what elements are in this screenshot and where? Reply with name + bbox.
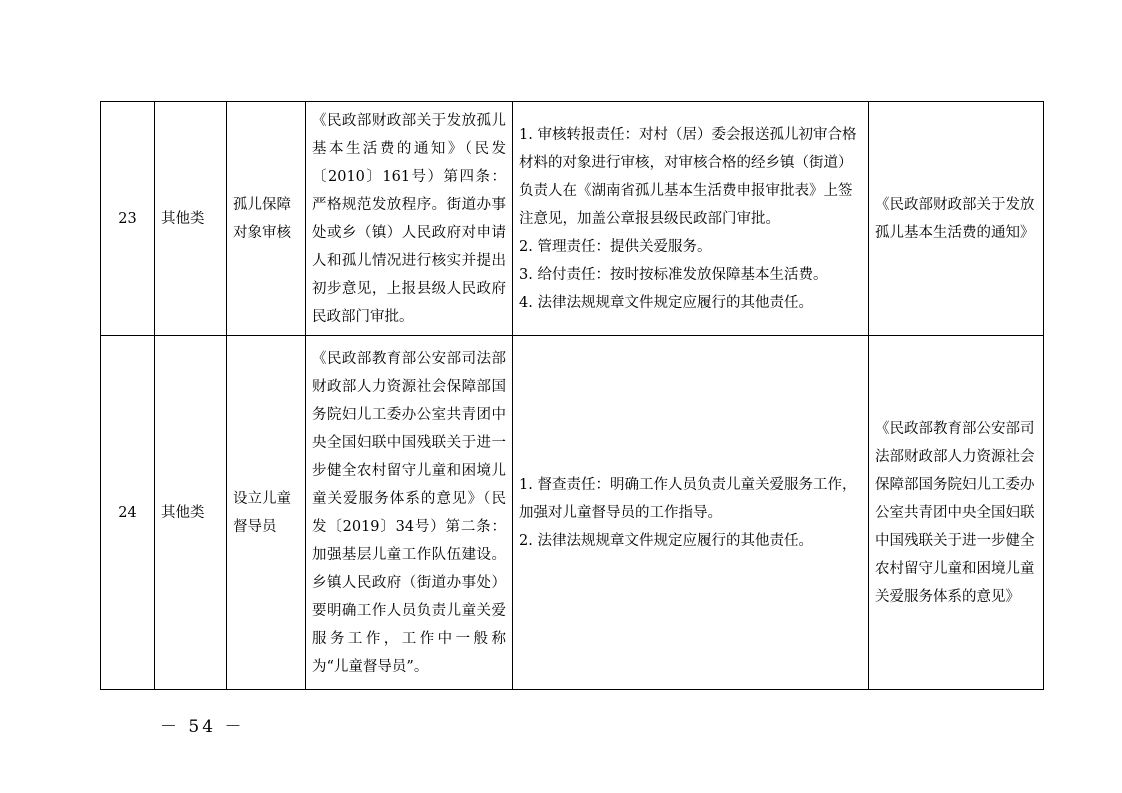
table-row	[101, 102, 1044, 336]
row-number: 23	[101, 102, 155, 336]
page-number: － 54 －	[160, 717, 245, 737]
item-name-cell: 孤儿保障对象审核	[227, 102, 306, 336]
duty-line: 负责人在《湖南省孤儿基本生活费申报审批表》上签	[519, 182, 853, 199]
duties-cell	[513, 336, 869, 690]
legal-basis-cell: 《民政部财政部关于发放孤儿基本生活费的通知》（民发〔2010〕161号）第四条：严格规范发放程序。街道办事处或乡（镇）人民政府对申请人和孤儿情况进行核实并提出初步意见，上报县级人民政府民政部门审批。	[306, 102, 513, 336]
table-row	[101, 336, 1044, 690]
duty-line: 材料的对象进行审核，对审核合格的经乡镇（街道）	[519, 154, 853, 171]
duty-line: 1. 督查责任：明确工作人员负责儿童关爱服务工作，	[519, 476, 857, 493]
duties-cell	[513, 102, 869, 336]
duty-line: 2. 管理责任：提供关爱服务。	[519, 238, 712, 255]
category-cell: 其他类	[155, 336, 227, 690]
reference-cell: 《民政部教育部公安部司法部财政部人力资源社会保障部国务院妇儿工委办公室共青团中央全国妇联中国残联关于进一步健全农村留守儿童和困境儿童关爱服务体系的意见》	[869, 336, 1044, 690]
duty-line: 加强对儿童督导员的工作指导。	[519, 504, 722, 521]
reference-cell: 《民政部财政部关于发放孤儿基本生活费的通知》	[869, 102, 1044, 336]
duty-line: 2. 法律法规规章文件规定应履行的其他责任。	[519, 532, 813, 549]
duty-line: 1. 审核转报责任：对村（居）委会报送孤儿初审合格	[519, 126, 857, 143]
duty-line: 4. 法律法规规章文件规定应履行的其他责任。	[519, 294, 813, 311]
row-number: 24	[101, 336, 155, 690]
legal-basis-cell: 《民政部教育部公安部司法部财政部人力资源社会保障部国务院妇儿工委办公室共青团中央全国妇联中国残联关于进一步健全农村留守儿童和困境儿童关爱服务体系的意见》（民发〔2019〕34号）第二条：加强基层儿童工作队伍建设。乡镇人民政府（街道办事处）要明确工作人员负责儿童关爱服务工作，工作中一般称为“儿童督导员”。	[306, 336, 513, 690]
duty-line: 3. 给付责任：按时按标准发放保障基本生活费。	[519, 266, 828, 283]
responsibility-table	[100, 101, 1044, 690]
category-cell: 其他类	[155, 102, 227, 336]
item-name-cell: 设立儿童督导员	[227, 336, 306, 690]
duty-line: 注意见，加盖公章报县级民政部门审批。	[519, 210, 780, 227]
